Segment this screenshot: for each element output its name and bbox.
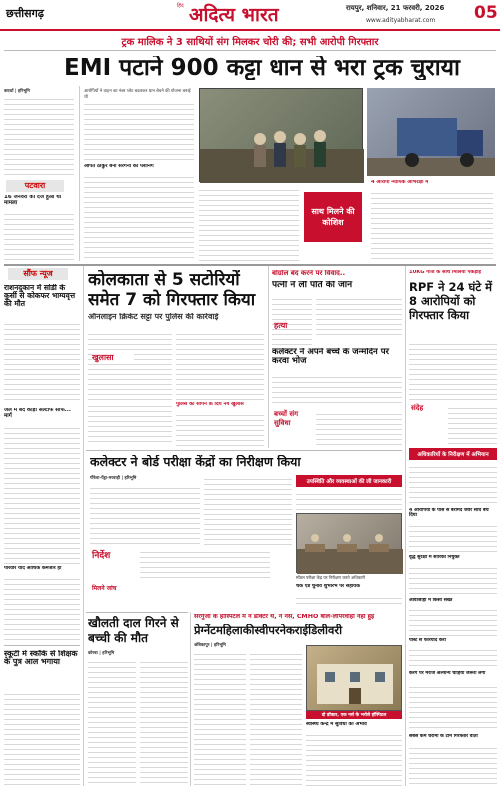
collector-story-headline: कलेक्टर ने बोर्ड परीक्षा केंद्रों का निरीक्षण किया [90,455,301,469]
crime-story-tag: खुलासा [92,352,134,363]
top-story-text-2 [84,173,194,261]
classroom-photo-icon [297,514,403,574]
crime-story-subhead: ऑनलाइन क्रिकेट सट्टा पर पुलिस की कार्रवाई [88,313,219,321]
left-bottom-headline: स्कूटी में स्कॉर्क से शिक्षक के पुत्र आल भगाया [4,650,78,667]
rpf-story-sub2: वृद्ध सुरक्षा में सारिका नियुक्त [409,555,460,560]
collector-photo [296,513,402,573]
dist-story-text-3 [4,575,80,641]
divider [79,86,80,261]
collector-story-box-heading: उपस्थिति और व्यवस्थाओं की ली जानकारी [296,475,402,487]
drowning-story-headline: खौलती दाल गिरने से बच्ची की मौत [88,616,179,645]
drowning-story-byline: कोरबा | हरिभूमि [88,651,115,656]
dist-story-text-2 [4,424,80,564]
hospital-story-text-3 [306,731,402,786]
hospital-story-headline: प्रेग्नेंटमहिलाकीस्वीपरनेकराईडिलीवरी [194,624,343,637]
rpf-story-headline: RPF ने 24 घंटे में 8 आरोपियों को गिरफ्तार किया [409,280,493,322]
dist-story-sub2: परिवार यदि आर्थिक कमजोर हो [4,566,62,571]
hospital-story-text-2 [250,650,302,786]
rpf-story-text-7 [409,646,497,668]
top-story-byline: कवर्धा | हरिभूमि [4,89,30,94]
drowning-story-text [88,658,136,786]
left-column-text [4,95,74,175]
top-story-photo [199,88,363,182]
divider [190,612,191,786]
left-bottom-text [4,690,80,785]
hospital-photo-caption: दो डॉक्टर, एक नर्स के भरोसे हॉस्पिटल [306,711,402,719]
raid-story-mid: बच्चों संग सुविधा [274,410,299,427]
photo-caption-text: साथ मिलने की कोशिश [311,207,355,227]
left-brief-subhead: 16 जनवरी को दर्ज हुआ था मामला [4,195,62,206]
brand-logo [175,1,325,27]
collector-story-text-2 [140,548,270,580]
rpf-story-sub1: 4 आरोपियों के पास से बरामद जेवर सीधे बेच दिया [409,508,489,519]
raid-story-kicker: बोग्रॉल बंद करने पर विवाद.. [272,270,346,277]
collector-story-sub: चेक एंड चुनाव शुभारंभ पर सहायक [296,584,360,589]
divider [86,450,402,451]
dist-story-sub1: जेल में बंद कोड़ा सल्टाफ सौंफे... मार्ग [4,408,71,419]
rpf-story-sub5: करेंगे पर मरीज अल्पान्य चाहिया जरूरी लगा [409,671,486,676]
left-brief-text [4,210,74,260]
page-number: 05 [474,3,498,23]
section-label: छत्तीसगढ़ [6,7,44,20]
divider [86,612,188,613]
side-text [371,189,493,259]
divider [4,645,80,646]
people-photo-icon [200,89,364,183]
collector-story-text [90,484,200,546]
truck-icon [367,88,495,176]
top-story-text [84,100,194,160]
rpf-story-kicker: 10KG गांजे के साथ मिलिया पकड़ाई [409,270,482,275]
collector-story-text-4 [296,490,402,510]
crime-story-text-2 [176,330,264,400]
brand-name: अदित्य भारत [189,4,279,26]
hospital-photo [306,645,402,711]
rpf-story-sub4: पोस्ट से फरियाद करी [409,638,446,643]
raid-story-text-3 [272,373,402,407]
rpf-story-tag: संदेह [411,404,424,412]
dist-story-text [4,320,80,404]
collector-story-byline: गौरेला-पेंड्रा-मरवाही | हरिभूमि [90,476,137,481]
rpf-story-text-5 [409,564,497,596]
truck-photo [367,88,495,176]
rpf-story-text-3 [409,463,497,505]
divider [4,264,496,266]
rpf-story-text [409,340,497,400]
collector-story-text-3 [204,475,292,547]
drowning-story-text-2 [140,658,188,786]
rpf-story-text-6 [409,606,497,636]
divider [405,266,406,786]
divider [268,266,269,448]
building-photo-icon [307,646,403,712]
hospital-story-kicker: सरगुजा के हॉस्पिटल में न डॉक्टर थे, न नर्स, CMHO बोले-लापरवाही नहीं हुई [194,614,375,620]
brand-small: हिंद [177,3,184,9]
left-brief-tag: पटवारा [6,180,64,192]
photo-caption [304,192,362,242]
top-story-subhead: आरोपियों ने वाहन का नंबर प्लेट बदलकर धान बेचने की योजना बनाई थी [84,89,191,100]
top-story-mid-heading: अर्पित ठाकुर बना सरगना की प्लानिंग [84,164,154,169]
hospital-story-sub: स्वास्थ्य केन्द्र में सुविधा का अभाव [306,722,367,727]
crime-story-text [88,330,172,400]
top-story-headline: EMI पटाने 900 कट्टा धान से भरा ट्रक चुराया [64,56,460,81]
raid-story-sub: कलेक्टर ने अपने बच्चे के जन्मदिन पर करवा भोज [272,348,390,366]
dateline: रायपुर, शनिवार, 21 फरवरी, 2026 [346,4,445,12]
dist-story-headline: राशनदुकान में सोडी के कुर्सी से कोकफर भाग्यवृत्त की मौत [4,284,76,308]
crime-story-text-3 [88,402,172,446]
crime-story-headline: कोलकाता से 5 सटोरियों समेत 7 को गिरफ्तार किया [88,270,256,310]
divider [83,266,84,786]
rpf-story-text-8 [409,683,497,731]
crime-story-box-heading: पुलिस को सौंपने के दिये नये खुलासे [176,402,244,407]
rpf-story-text-2 [448,404,497,444]
collector-story-tag: निर्देश [92,551,111,561]
side-heading: 4 आरोपी न्यायिक अभिरक्षा में [371,180,429,185]
collector-photo-caption: मॉडल परीक्षा केंद्र पर निरीक्षण करते अधिकारी [296,575,365,580]
rpf-story-text-4 [409,522,497,552]
photo-side-text [199,186,299,261]
rpf-story-sub6: सबसे कम चरीमा के टीम गिरफ्तार वार्ता [409,734,478,739]
collector-story-text-5 [296,594,402,608]
rpf-story-box-heading: अधिकारियों के निरीक्षण में अभियान [409,448,497,460]
raid-story-text-4 [316,410,402,446]
raid-story-text-2 [316,295,402,335]
collector-story-side: मिलने जांच [92,585,117,592]
website: www.adityabharat.com [366,17,436,24]
divider [4,50,496,51]
top-story-kicker: ट्रक मालिक ने 3 साथियों संग मिलकर चोरी की; सभी आरोपी गिरफ्तार [121,37,379,48]
crime-story-text-4 [176,411,264,446]
rpf-story-sub3: आवाजाही में किसी सख्त [409,598,453,603]
rpf-story-text-9 [409,744,497,786]
dist-story-tag: सौंफ न्यूज [8,268,68,280]
hospital-story-byline: अंबिकापुर | हरिभूमि [194,643,226,648]
masthead [0,0,500,31]
raid-story-side-tag: हत्या [274,321,288,330]
hospital-story-text [194,650,246,786]
raid-story-headline: पत्नी ने ली पति की जान [272,281,353,290]
